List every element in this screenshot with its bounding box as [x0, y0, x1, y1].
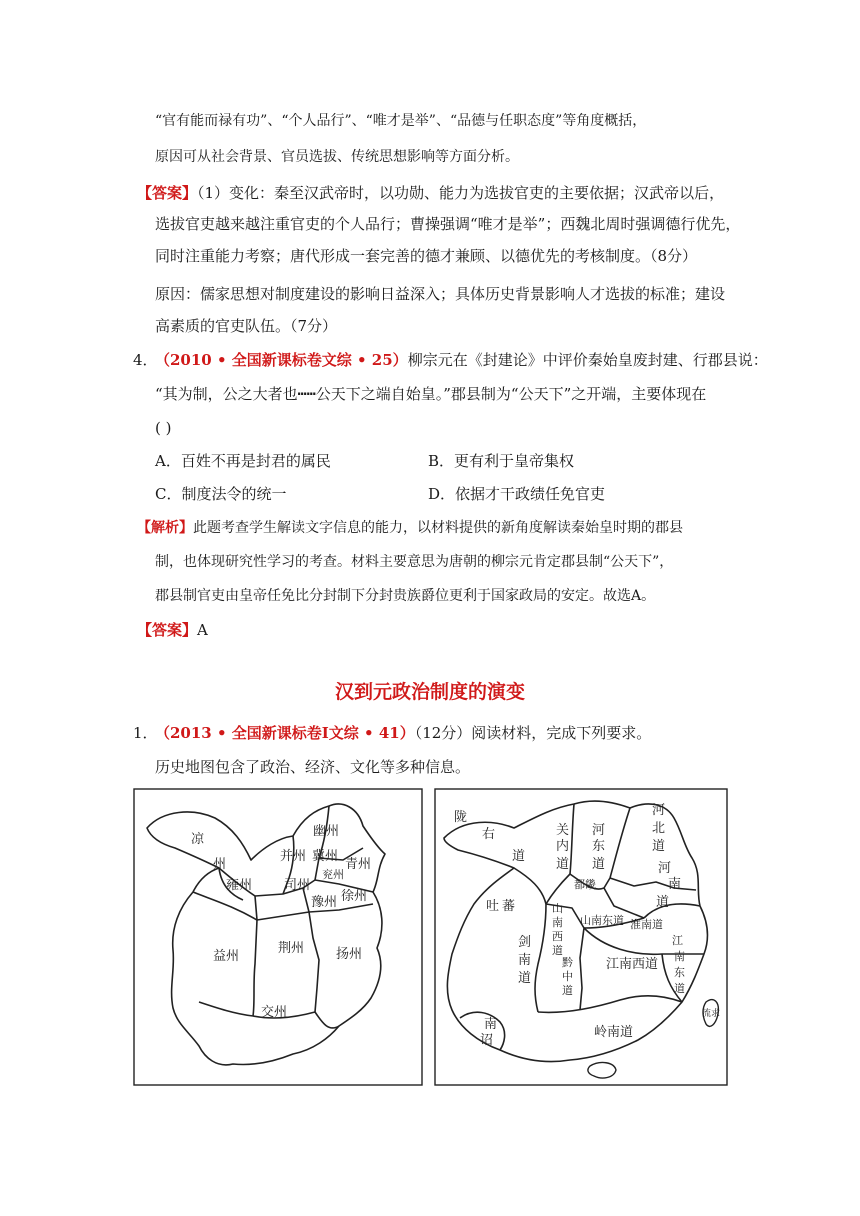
map-label: 岭南道 — [594, 1025, 634, 1040]
map-label: 山 — [552, 902, 563, 915]
map-label: 益州 — [213, 949, 240, 964]
answer-line: 选拔官吏越来越注重官吏的个人品行；曹操强调“唯才是举”；西魏北周时强调德行优先， — [155, 215, 741, 233]
analysis-line: 郡县制官吏由皇帝任免比分封制下分封贵族爵位更利于国家政局的安定。故选A。 — [155, 588, 656, 604]
map-label: 兖州 — [322, 868, 344, 881]
map-label: 剑 — [518, 935, 532, 950]
section-title: 汉到元政治制度的演变 — [334, 681, 525, 703]
map-label: 荆州 — [278, 941, 305, 956]
map-han-provinces — [133, 788, 423, 1086]
map-label: 都畿 — [574, 878, 596, 891]
question-number: 4． — [133, 351, 158, 369]
map-label: 道 — [656, 895, 670, 910]
map-label: 幽州 — [313, 824, 340, 839]
map-label: 内 — [556, 839, 570, 854]
analysis-tag: 【解析】 — [137, 520, 193, 536]
map-label: 东 — [592, 839, 606, 854]
question-stem — [155, 350, 768, 370]
map-label: 凉 — [191, 832, 205, 847]
analysis-line: “官有能而禄有功”、“个人品行”、“唯才是举”、“品德与任职态度”等角度概括， — [155, 113, 647, 129]
map-label: 道 — [652, 839, 666, 854]
map-label: 南 — [668, 877, 682, 892]
map-label: 雍州 — [226, 878, 253, 893]
analysis-line — [137, 518, 683, 538]
option-c: C．制度法令的统一 — [155, 485, 287, 503]
question-source: （2013 • 全国新课标卷Ⅰ文综 • 41） — [155, 724, 415, 742]
answer-text: A — [197, 621, 208, 639]
map-label: 右 — [482, 827, 496, 842]
question-source: （2010 • 全国新课标卷文综 • 25） — [155, 351, 408, 369]
map-label: 江 — [672, 934, 683, 947]
map-label: 陇 — [454, 810, 468, 825]
question-text: 柳宗元在《封建论》中评价秦始皇废封建、行郡县说： — [407, 351, 768, 369]
question-text: （12分）阅读材料，完成下列要求。 — [414, 724, 652, 742]
map-label: 并州 — [280, 849, 307, 864]
option-d: D．依据才干政绩任免官吏 — [428, 485, 606, 503]
answer-paren: ( ) — [155, 419, 172, 437]
question-stem: 历史地图包含了政治、经济、文化等多种信息。 — [155, 758, 471, 776]
map-tang-circuits — [434, 788, 728, 1086]
map-label: 道 — [674, 982, 685, 995]
map-label: 道 — [518, 971, 532, 986]
option-b: B．更有利于皇帝集权 — [428, 452, 575, 470]
map-label: 吐 — [486, 899, 500, 914]
map-label: 道 — [512, 849, 526, 864]
map-label: 南 — [484, 1017, 498, 1032]
answer-line: 原因：儒家思想对制度建设的影响日益深入；具体历史背景影响人才选拔的标准；建设 — [155, 285, 726, 303]
map-label: 河 — [652, 803, 666, 818]
option-a: A．百姓不再是封君的属民 — [155, 452, 331, 470]
map-label: 诏 — [480, 1033, 494, 1048]
map-label: 河 — [658, 861, 672, 876]
map-label: 徐州 — [341, 889, 368, 904]
map-label: 道 — [592, 857, 606, 872]
map-label: 北 — [652, 821, 666, 836]
analysis-line: 制，也体现研究性学习的考查。材料主要意思为唐朝的柳宗元肯定郡县制“公天下”， — [155, 554, 674, 570]
answer-tag: 【答案】 — [137, 184, 198, 202]
map-label: 交州 — [261, 1005, 288, 1020]
map-label: 司州 — [284, 878, 311, 893]
map-label: 西 — [552, 930, 563, 943]
map-label: 道 — [556, 857, 570, 872]
map-label: 东 — [674, 966, 685, 979]
question-number: 1． — [133, 724, 158, 742]
map-label: 道 — [552, 944, 563, 957]
map-label: 冀州 — [312, 849, 339, 864]
map-label: 中 — [562, 970, 573, 983]
question-stem: “其为制，公之大者也┅┅公天下之端自始皇。”郡县制为“公天下”之开端，主要体现在 — [155, 385, 707, 403]
map-label: 豫州 — [311, 895, 338, 910]
answer-line — [137, 183, 724, 203]
map-label: 蕃 — [502, 899, 516, 914]
answer-text: （1）变化：秦至汉武帝时，以功勋、能力为选拔官吏的主要依据；汉武帝以后， — [197, 184, 725, 202]
answer-line: 高素质的官吏队伍。（7分） — [155, 317, 338, 335]
map-label: 山南东道 — [580, 914, 624, 927]
answer-line: 同时注重能力考察；唐代形成一套完善的德才兼顾、以德优先的考核制度。（8分） — [155, 247, 698, 265]
analysis-text: 此题考查学生解读文字信息的能力，以材料提供的新角度解读秦始皇时期的郡县 — [193, 520, 683, 536]
map-label: 淮南道 — [630, 918, 663, 931]
map-label: 南 — [552, 916, 563, 929]
map-label: 黔 — [562, 956, 573, 969]
map-label: 道 — [562, 984, 573, 997]
map-label: 青州 — [345, 857, 372, 872]
answer-tag: 【答案】 — [137, 621, 198, 639]
map-label: 州 — [213, 857, 227, 872]
map-label: 流求 — [702, 1009, 721, 1019]
analysis-line: 原因可从社会背景、官员选拔、传统思想影响等方面分析。 — [155, 149, 519, 165]
question-stem — [155, 723, 651, 743]
map-label: 江南西道 — [606, 957, 659, 972]
map-label: 关 — [556, 823, 570, 838]
map-label: 河 — [592, 823, 606, 838]
answer-line — [137, 620, 208, 640]
map-label: 扬州 — [336, 947, 363, 962]
map-label: 南 — [674, 950, 685, 963]
map-label: 南 — [518, 953, 532, 968]
